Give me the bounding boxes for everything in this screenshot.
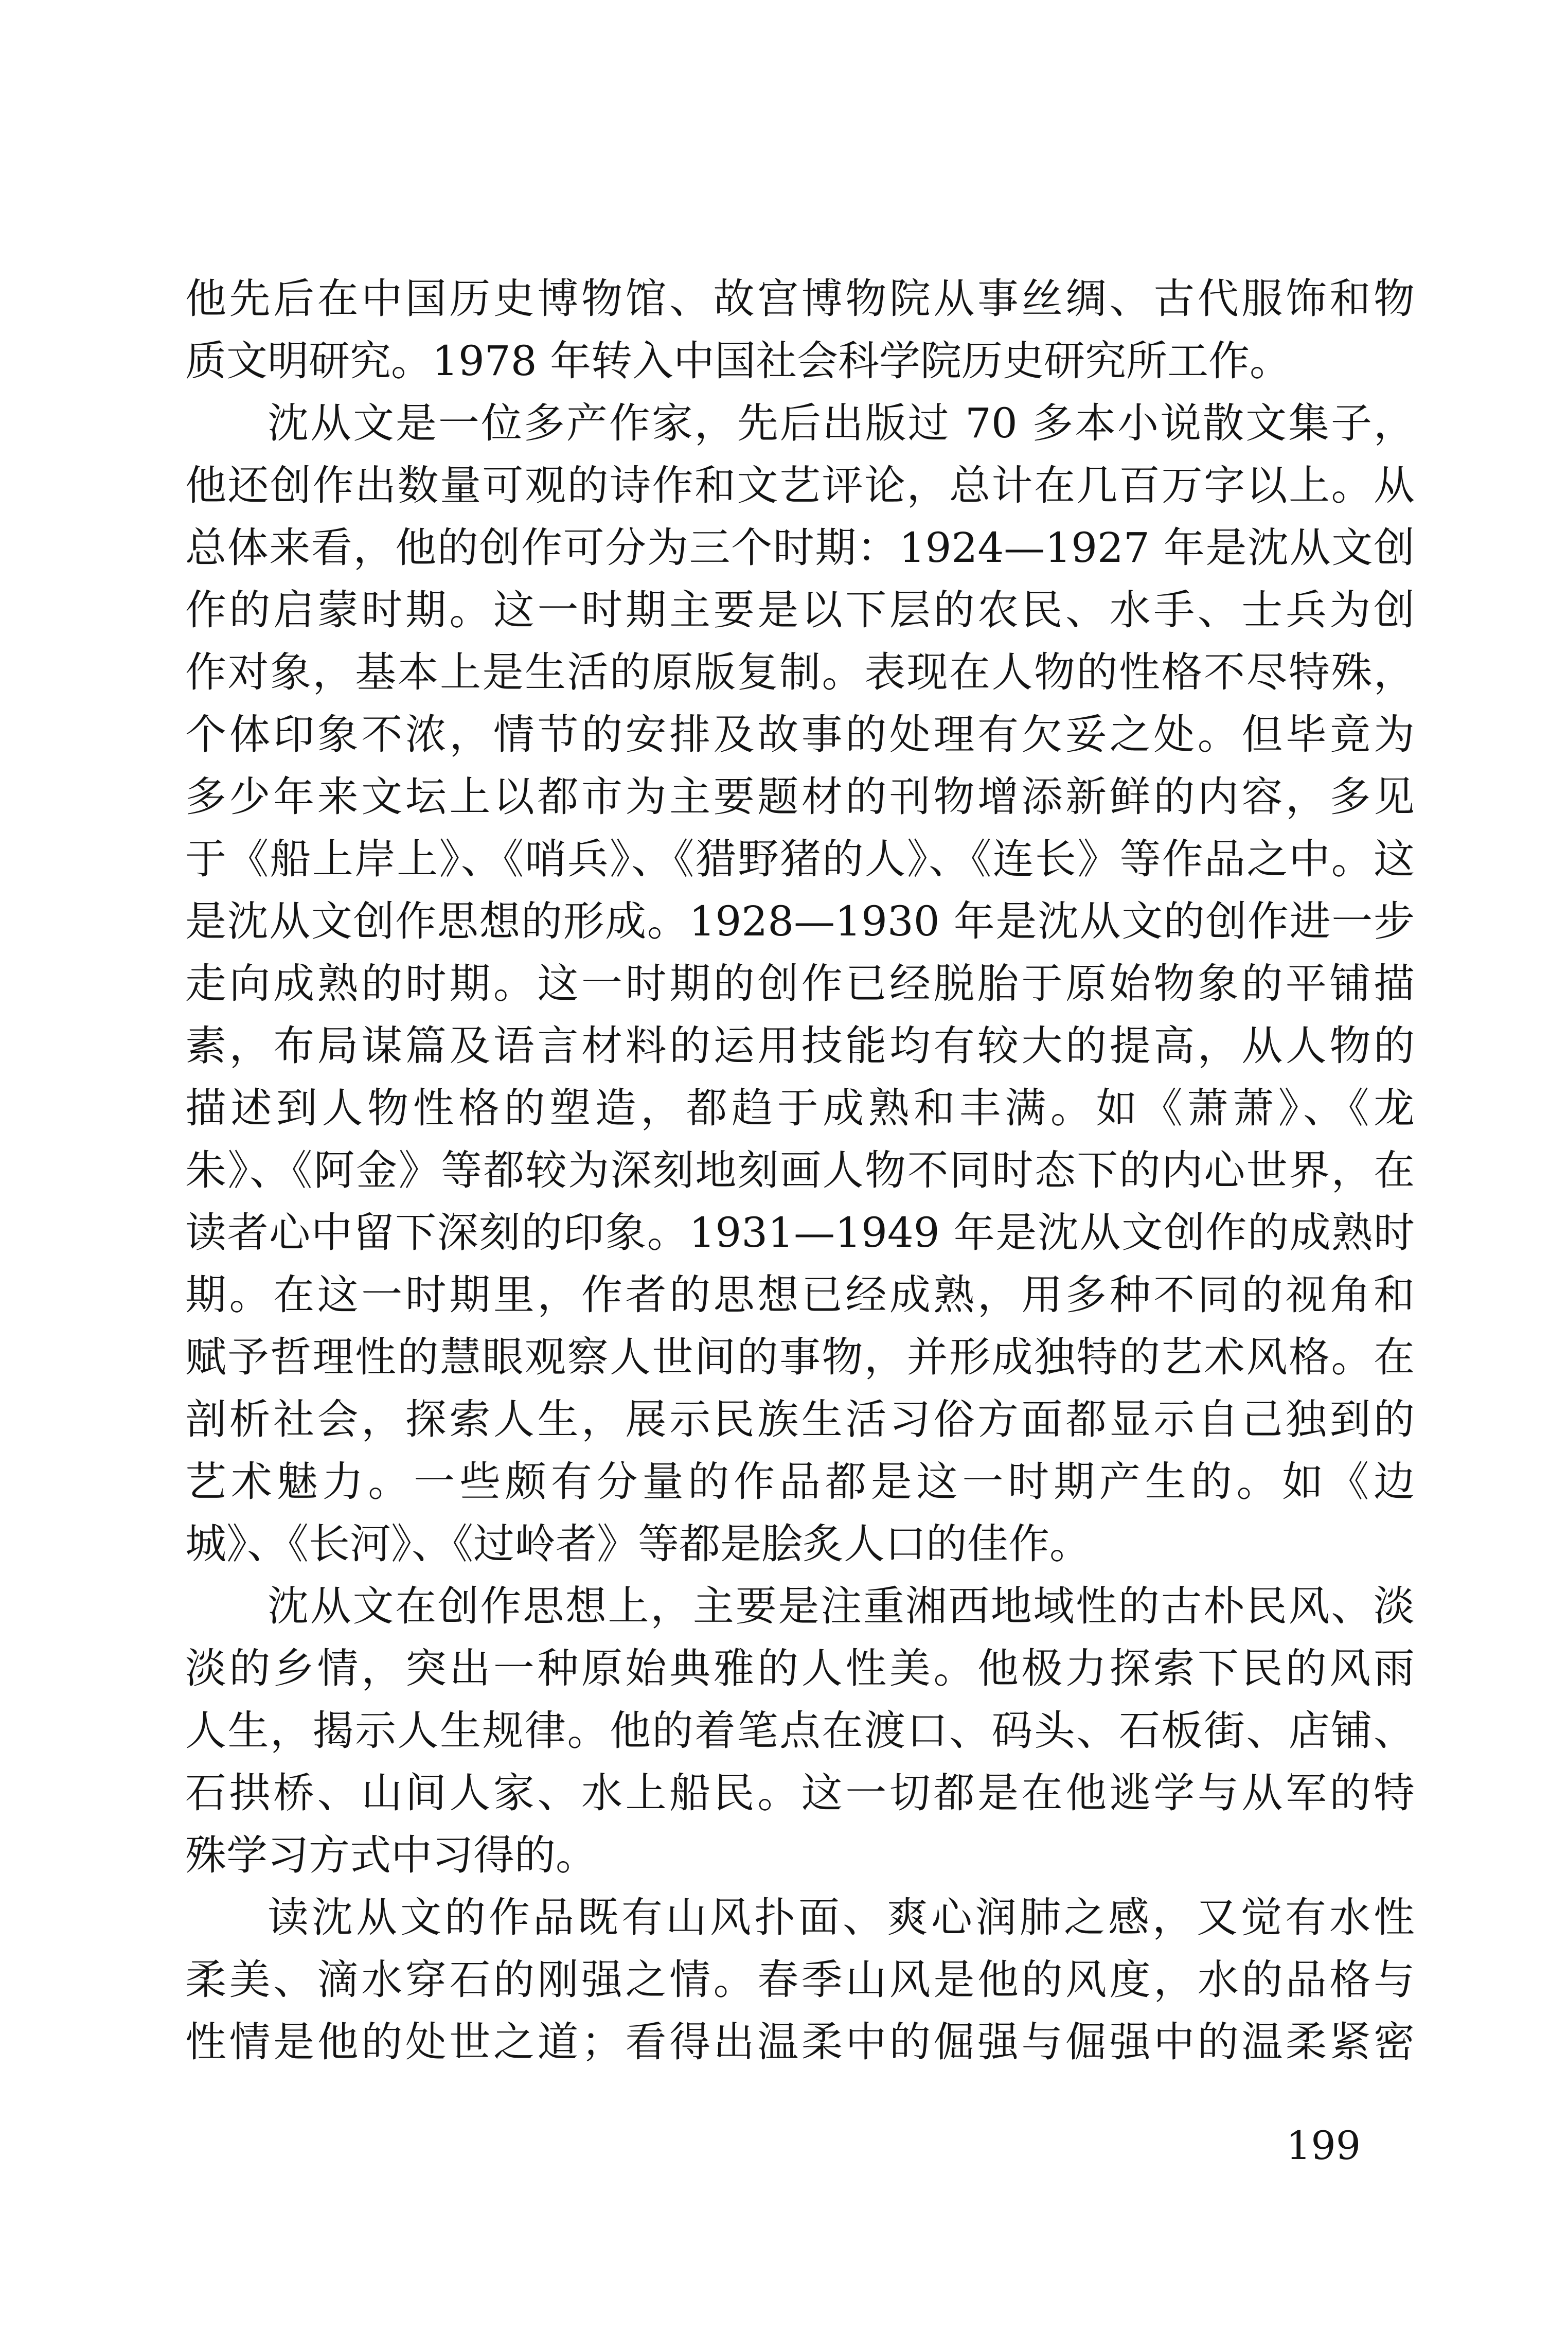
text-line: 沈从文是一位多产作家，先后出版过 70 多本小说散文集子， [268, 399, 1415, 447]
text-line: 剖析社会，探索人生，展示民族生活习俗方面都显示自己独到的 [185, 1395, 1415, 1443]
text-line: 描述到人物性格的塑造，都趋于成熟和丰满。如《萧萧》、《龙 [185, 1084, 1415, 1132]
text-line: 素，布局谋篇及语言材料的运用技能均有较大的提高，从人物的 [185, 1022, 1415, 1070]
text-line: 作对象，基本上是生活的原版复制。表现在人物的性格不尽特殊， [185, 648, 1415, 696]
text-line: 读者心中留下深刻的印象。1931—1949 年是沈从文创作的成熟时 [185, 1209, 1415, 1257]
text-line: 殊学习方式中习得的。 [185, 1831, 597, 1879]
text-line: 作的启蒙时期。这一时期主要是以下层的农民、水手、士兵为创 [185, 586, 1415, 634]
text-line: 性情是他的处世之道；看得出温柔中的倔强与倔强中的温柔紧密 [185, 2018, 1415, 2066]
page-number: 199 [1286, 2123, 1361, 2168]
text-line: 他还创作出数量可观的诗作和文艺评论，总计在几百万字以上。从 [185, 462, 1415, 509]
text-line: 城》、《长河》、《过岭者》等都是脍炙人口的佳作。 [185, 1520, 1091, 1568]
text-line: 个体印象不浓，情节的安排及故事的处理有欠妥之处。但毕竟为 [185, 711, 1415, 758]
text-line: 人生，揭示人生规律。他的着笔点在渡口、码头、石板街、店铺、 [185, 1707, 1415, 1755]
text-line: 走向成熟的时期。这一时期的创作已经脱胎于原始物象的平铺描 [185, 960, 1415, 1007]
text-line: 沈从文在创作思想上，主要是注重湘西地域性的古朴民风、淡 [268, 1582, 1415, 1630]
text-line: 艺术魅力。一些颇有分量的作品都是这一时期产生的。如《边 [185, 1458, 1415, 1506]
text-line: 期。在这一时期里，作者的思想已经成熟，用多种不同的视角和 [185, 1271, 1415, 1319]
text-line: 于《船上岸上》、《哨兵》、《猎野猪的人》、《连长》等作品之中。这 [185, 835, 1415, 883]
text-line: 读沈从文的作品既有山风扑面、爽心润肺之感，又觉有水性 [268, 1894, 1415, 1941]
text-line: 朱》、《阿金》等都较为深刻地刻画人物不同时态下的内心世界，在 [185, 1146, 1415, 1194]
text-line: 是沈从文创作思想的形成。1928—1930 年是沈从文的创作进一步 [185, 897, 1415, 945]
text-line: 质文明研究。1978 年转入中国社会科学院历史研究所工作。 [185, 337, 1291, 385]
text-line: 柔美、滴水穿石的刚强之情。春季山风是他的风度，水的品格与 [185, 1956, 1415, 2004]
text-line: 多少年来文坛上以都市为主要题材的刊物增添新鲜的内容，多见 [185, 773, 1415, 821]
text-line: 总体来看，他的创作可分为三个时期：1924—1927 年是沈从文创 [185, 524, 1415, 572]
text-line: 石拱桥、山间人家、水上船民。这一切都是在他逃学与从军的特 [185, 1769, 1415, 1817]
body-text [185, 268, 1415, 2073]
text-line: 赋予哲理性的慧眼观察人世间的事物，并形成独特的艺术风格。在 [185, 1333, 1415, 1381]
text-line: 淡的乡情，突出一种原始典雅的人性美。他极力探索下民的风雨 [185, 1645, 1415, 1692]
text-line: 他先后在中国历史博物馆、故宫博物院从事丝绸、古代服饰和物 [185, 275, 1415, 323]
